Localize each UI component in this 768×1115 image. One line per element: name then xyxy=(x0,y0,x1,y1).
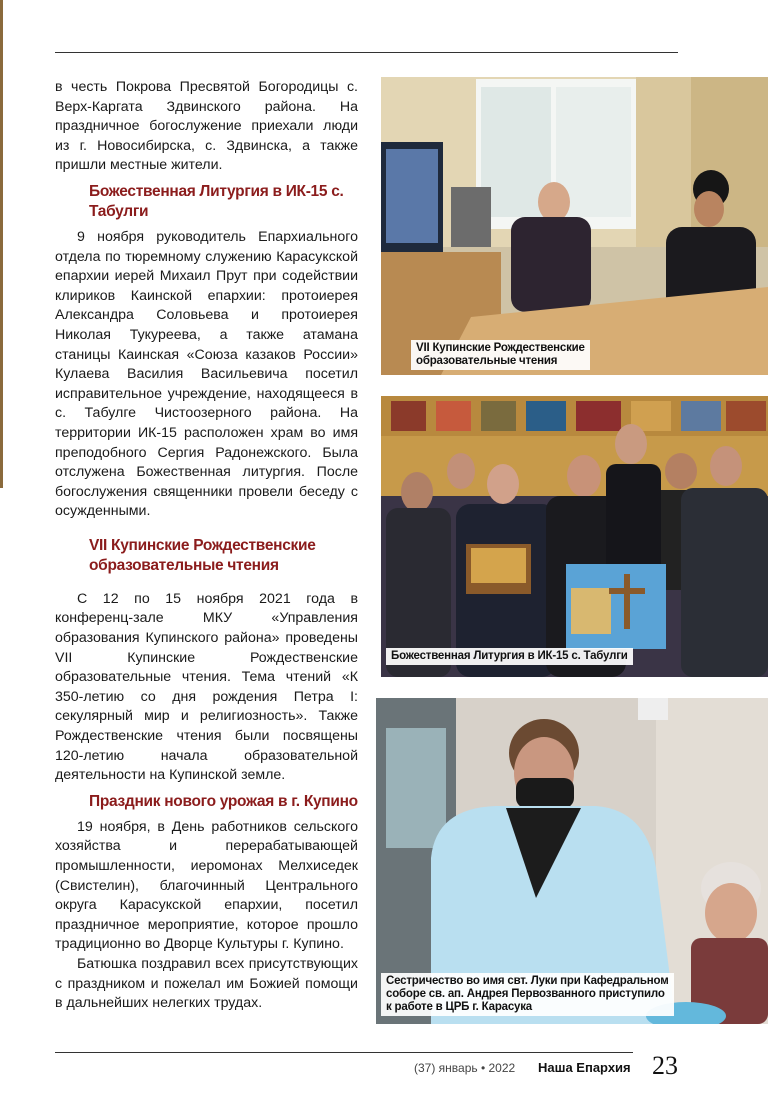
photo-caption-sisterhood xyxy=(381,973,674,1016)
section-heading-liturgy: Божественная Литургия в ИК-15 с. Табулги xyxy=(89,182,344,220)
footer-rule xyxy=(55,1052,633,1053)
header-rule xyxy=(55,52,678,53)
footer-issue: (37) январь • 2022 xyxy=(414,1061,516,1075)
photo-conference-room-image xyxy=(381,77,768,375)
section-heading-readings-line2: образовательные чтения xyxy=(89,556,279,574)
section-heading-harvest: Праздник нового урожая в г. Купино xyxy=(89,792,358,810)
photo-liturgy-group-image xyxy=(381,396,768,677)
harvest-paragraph: 19 ноября, в День работников сельского хозяйства и перерабатывающей промышленности, иеромонах Мелхиседек (Свистелин), благочинный Центрального округа Карасукской епархии, посетил праздничное мероприятие, которое прошло традиционно во Дворце Культуры г. Купино. xyxy=(55,818,358,953)
liturgy-paragraph: 9 ноября руководитель Епархиального отдела по тюремному служению Карасукской епархии иерей Михаил Прут при содействии клириков Каинской епархии: протоиерея Александра Соловьева и протоиерея Николая Тукуреева, а также атамана станицы Каинская «Союза казаков России» Кулаева Василия Васильевича посетил исправительное учреждение, находящееся в с. Табулге Чистоозерного района. На территории ИК-15 расположен храм во имя преподобного Сергия Радонежского. Была отслужена Божественная литургия. После богослужения священники провели беседу с осужденными. xyxy=(55,228,358,520)
photo-caption-sisterhood-line2: соборе св. ап. Андрея Первозванного приступило xyxy=(386,988,665,1000)
photo-caption-liturgy: Божественная Литургия в ИК-15 с. Табулги xyxy=(386,648,633,665)
page-number: 23 xyxy=(652,1051,678,1080)
page-edge-strip xyxy=(0,0,3,488)
intro-paragraph: в честь Покрова Пресвятой Богородицы с. Верх-Каргата Здвинского района. На праздничное богослужение приехали люди из г. Новосибирска, с. Здвинска, а также пришли местные жители. xyxy=(55,79,358,174)
readings-paragraph: С 12 по 15 ноября 2021 года в конференц-зале МКУ «Управления образования Купинского района» проведены VII Купинские Рождественские образовательные чтения. Тема чтений «К 350-летию со дня рождения Петра I: секулярный мир и религиозность». Также Рождественские чтения были посвящены 120-летию начала образовательной деятельности на Купинской земле. xyxy=(55,590,358,784)
footer-magazine-title: Наша Епархия xyxy=(538,1060,631,1075)
photo-caption-conference-line2: образовательные чтения xyxy=(416,355,558,367)
section-heading-readings-line1: VII Купинские Рождественские xyxy=(89,536,316,554)
photo-caption-conference xyxy=(411,340,590,370)
article-column xyxy=(55,78,358,1014)
photo-caption-conference-line1: VII Купинские Рождественские xyxy=(416,342,585,354)
photo-caption-sisterhood-line3: к работе в ЦРБ г. Карасука xyxy=(386,1001,532,1013)
photo-conference-room xyxy=(381,77,768,375)
photo-sisterhood-hospital xyxy=(376,698,768,1024)
photo-liturgy-group xyxy=(381,396,768,677)
photo-caption-sisterhood-line1: Сестричество во имя свт. Луки при Кафедральном xyxy=(386,975,669,987)
harvest-closing-paragraph: Батюшка поздравил всех присутствующих с праздником и пожелал им Божией помощи в дальнейших нелегких трудах. xyxy=(55,955,358,1012)
section-heading-readings xyxy=(55,536,358,576)
